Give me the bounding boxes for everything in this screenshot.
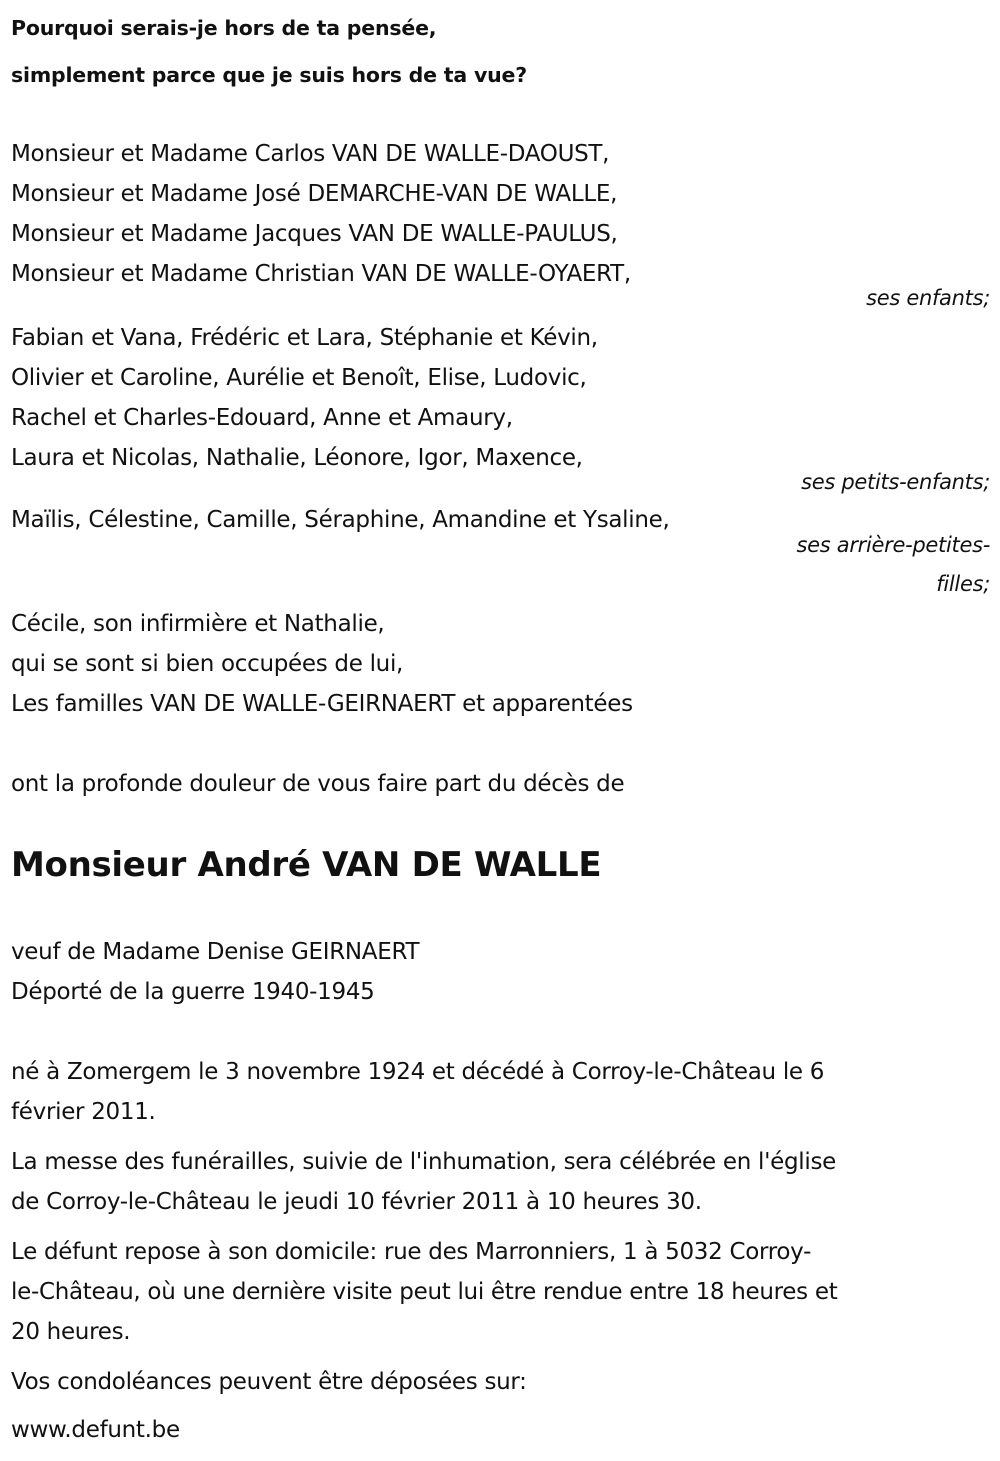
condolences-text: Vos condoléances peuvent être déposées sur:: [11, 1369, 527, 1395]
birth-death-line-2: février 2011.: [11, 1099, 156, 1125]
grandchild-line: Laura et Nicolas, Nathalie, Léonore, Igor, Maxence,: [11, 445, 583, 471]
grandchild-line: Fabian et Vana, Frédéric et Lara, Stéphanie et Kévin,: [11, 325, 598, 351]
visit-line-2: le-Château, où une dernière visite peut lui être rendue entre 18 heures et: [11, 1279, 838, 1305]
widower-text: veuf de Madame Denise GEIRNAERT: [11, 939, 420, 965]
deceased-name: Monsieur André VAN DE WALLE: [11, 845, 602, 885]
visit-line-1: Le défunt repose à son domicile: rue des Marronniers, 1 à 5032 Corroy-: [11, 1239, 812, 1265]
child-line: Monsieur et Madame Christian VAN DE WALLE-OYAERT,: [11, 261, 631, 287]
relation-grandchildren: ses petits-enfants;: [801, 470, 990, 494]
quote-line-2: simplement parce que je suis hors de ta vue?: [11, 63, 527, 87]
child-line: Monsieur et Madame Jacques VAN DE WALLE-PAULUS,: [11, 221, 618, 247]
grandchild-line: Olivier et Caroline, Aurélie et Benoît, Elise, Ludovic,: [11, 365, 587, 391]
others-line: qui se sont si bien occupées de lui,: [11, 651, 404, 677]
others-line: Cécile, son infirmière et Nathalie,: [11, 611, 385, 637]
grandchild-line: Rachel et Charles-Edouard, Anne et Amaury,: [11, 405, 513, 431]
child-line: Monsieur et Madame José DEMARCHE-VAN DE WALLE,: [11, 181, 618, 207]
relation-great-grandchildren-2: filles;: [936, 572, 990, 596]
relation-great-grandchildren-1: ses arrière-petites-: [796, 533, 990, 557]
funeral-line-2: de Corroy-le-Château le jeudi 10 février 2011 à 10 heures 30.: [11, 1189, 702, 1215]
child-line: Monsieur et Madame Carlos VAN DE WALLE-DAOUST,: [11, 141, 610, 167]
funeral-line-1: La messe des funérailles, suivie de l'inhumation, sera célébrée en l'église: [11, 1149, 837, 1175]
deportee-text: Déporté de la guerre 1940-1945: [11, 979, 375, 1005]
announcement-text: ont la profonde douleur de vous faire part du décès de: [11, 771, 625, 797]
relation-children: ses enfants;: [866, 286, 990, 310]
birth-death-line-1: né à Zomergem le 3 novembre 1924 et décédé à Corroy-le-Château le 6: [11, 1059, 825, 1085]
condolences-website-link[interactable]: www.defunt.be: [11, 1417, 180, 1443]
great-grandchild-line: Maïlis, Célestine, Camille, Séraphine, Amandine et Ysaline,: [11, 507, 670, 533]
quote-line-1: Pourquoi serais-je hors de ta pensée,: [11, 16, 437, 40]
others-line: Les familles VAN DE WALLE-GEIRNAERT et apparentées: [11, 691, 633, 717]
visit-line-3: 20 heures.: [11, 1319, 131, 1345]
